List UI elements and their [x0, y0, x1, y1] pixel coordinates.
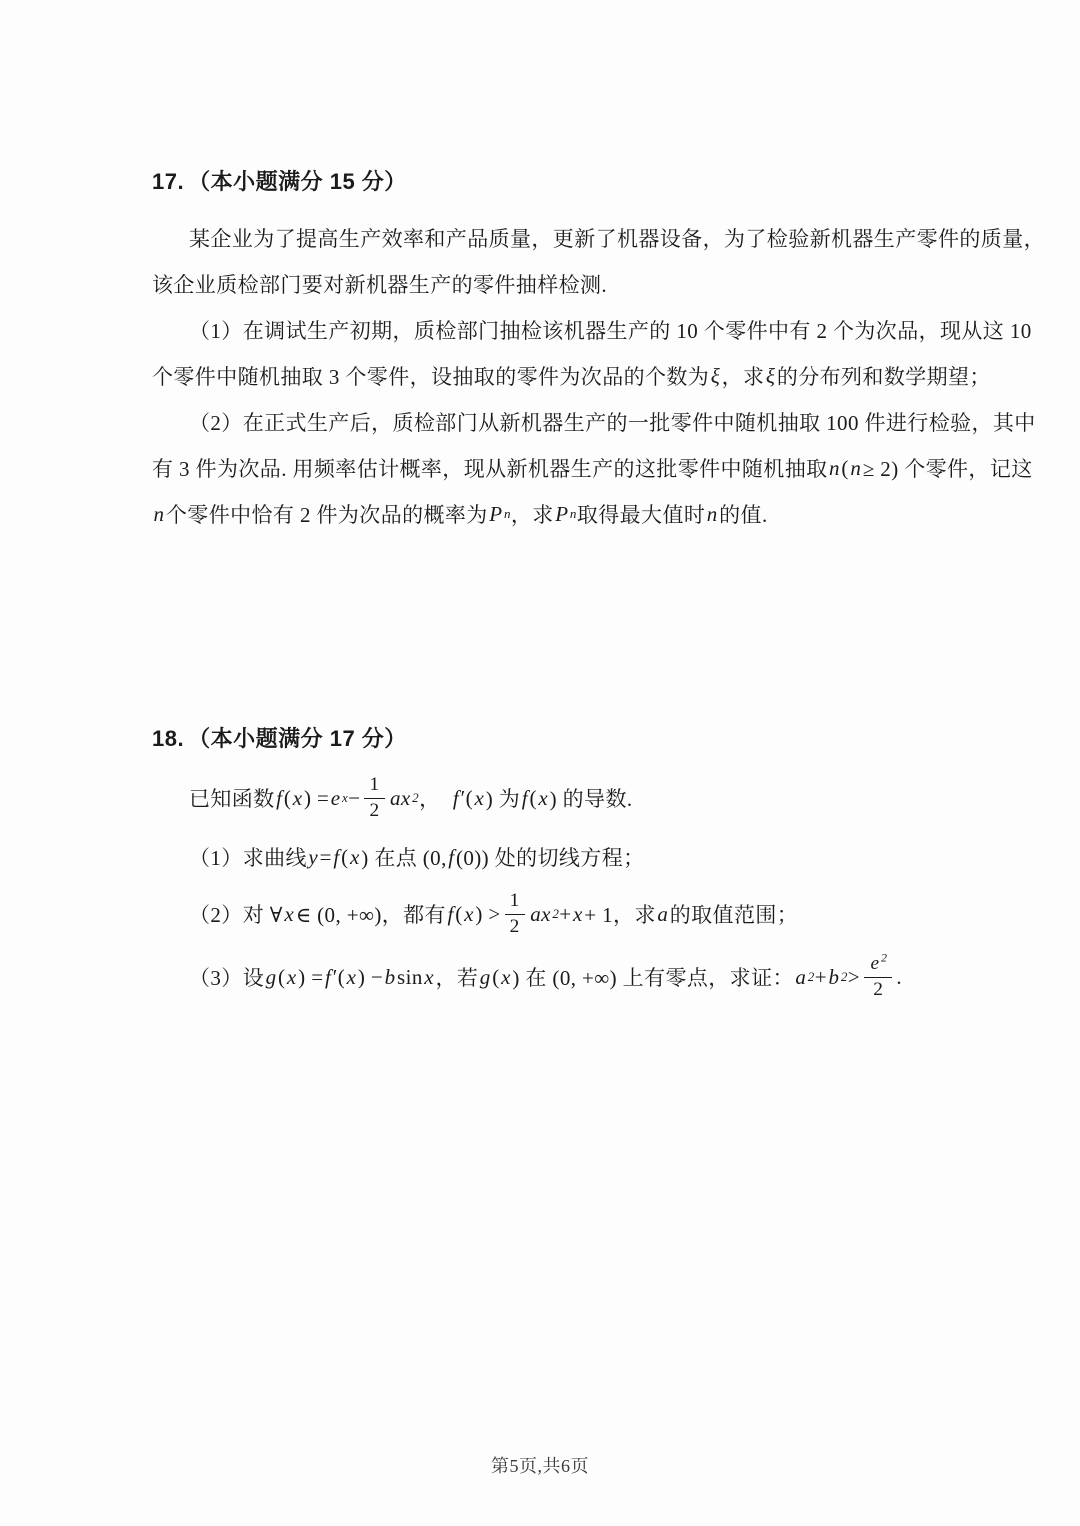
- question-points-title: （本小题满分 15 分）: [188, 169, 407, 194]
- question-number: 17.: [152, 169, 185, 194]
- math-variable: e: [330, 785, 341, 810]
- text-segment: 2: [369, 799, 380, 821]
- math-variable: a: [795, 964, 807, 989]
- text-segment: ，求: [721, 365, 765, 389]
- math-variable: x: [464, 901, 474, 926]
- text-segment: ) =: [304, 785, 330, 810]
- text-segment: 2: [509, 915, 520, 937]
- fraction-numerator: [505, 891, 525, 914]
- text-segment: 个零件中随机抽取 3 个零件，设抽取的零件为次品的个数为: [152, 365, 710, 389]
- text-segment: 个零件中恰有 2 件为次品的概率为: [165, 503, 488, 527]
- math-variable: f: [448, 844, 455, 869]
- question-17-heading: [152, 168, 932, 215]
- question-18-heading: [152, 725, 932, 765]
- math-variable: n: [829, 455, 840, 480]
- text-segment: 某企业为了提高生产效率和产品质量，更新了机器设备，为了检验新机器生产零件的质量，: [189, 227, 1045, 251]
- text-segment: ) −: [357, 964, 384, 989]
- math-variable: x: [284, 901, 295, 926]
- text-segment: .: [896, 964, 903, 989]
- text-segment: 有 3 件为次品. 用频率估计概率，现从新机器生产的这批零件中随机抽取: [152, 457, 828, 481]
- fraction-numerator: [364, 775, 384, 798]
- text-segment: （2）对 ∀: [189, 903, 283, 927]
- question-number: 18.: [152, 726, 185, 751]
- text-segment: (: [283, 785, 292, 810]
- math-variable: x: [350, 844, 360, 869]
- text-segment: 取得最大值时: [576, 503, 706, 527]
- math-variable: x: [286, 964, 297, 989]
- math-variable: x: [346, 964, 357, 989]
- text-segment: (: [492, 964, 500, 989]
- text-segment: sin: [397, 964, 423, 989]
- math-variable: n: [850, 455, 862, 480]
- math-variable: x: [538, 785, 549, 810]
- text-segment: 该企业质检部门要对新机器生产的零件抽样检测.: [152, 273, 608, 297]
- text-line: [152, 261, 932, 307]
- text-segment: >: [847, 964, 861, 989]
- fraction-denominator: [873, 978, 883, 1000]
- text-segment: 1: [369, 774, 380, 796]
- text-segment: ≥ 2) 个零件，记这: [862, 457, 1033, 481]
- math-variable: x: [424, 964, 434, 989]
- math-variable: x: [501, 964, 511, 989]
- text-segment: =: [319, 844, 332, 869]
- text-segment: 的值.: [719, 503, 768, 527]
- text-segment: 1: [509, 890, 520, 912]
- question-points-title: （本小题满分 17 分）: [188, 726, 407, 751]
- text-segment: +: [814, 964, 827, 989]
- text-segment: ∈ (0, +∞)，都有: [295, 903, 446, 927]
- text-line: [152, 399, 1036, 445]
- text-line: n 个零件中恰有 2 件为次品的概率为 P n ，求 P n 取得最大值时 n 的值.: [152, 491, 932, 537]
- text-segment: ，: [419, 787, 452, 811]
- text-segment: −: [348, 785, 361, 810]
- fraction-denominator: [510, 915, 520, 937]
- math-fraction: [364, 775, 384, 821]
- text-line: [152, 445, 1033, 491]
- text-segment: ，若: [435, 966, 479, 990]
- question-17: [152, 168, 1045, 537]
- math-fraction: [864, 950, 892, 1000]
- text-segment: 的取值范围；: [669, 903, 799, 927]
- text-segment: (: [455, 901, 463, 926]
- question-17-body: [152, 215, 1045, 537]
- text-line: [152, 307, 1032, 353]
- text-segment: (: [278, 964, 286, 989]
- math-variable: x: [292, 785, 303, 810]
- fraction-numerator: [864, 950, 892, 977]
- text-segment: ) >: [475, 901, 501, 926]
- text-line: 已知函数 f ( x ) = e x − $\frac{1}{2}$ ax 2 ， f ′( x ) 为 f ( x ) 的导数.: [189, 774, 633, 821]
- math-variable: P: [555, 501, 569, 526]
- math-variable: f: [447, 901, 454, 926]
- fraction-denominator: [369, 799, 379, 821]
- text-segment: (: [529, 785, 537, 810]
- math-variable: a: [657, 901, 669, 926]
- text-segment: + 1，求: [584, 903, 656, 927]
- text-segment: (: [841, 455, 849, 480]
- text-segment: +: [559, 901, 572, 926]
- text-segment: ′(: [332, 964, 346, 989]
- text-segment: ) 在 (0, +∞) 上有零点，求证：: [512, 966, 794, 990]
- page-footer: [0, 1452, 1080, 1478]
- math-variable: b: [384, 964, 396, 989]
- text-segment: ) 为: [485, 787, 521, 811]
- math-variable: ax: [390, 785, 411, 810]
- text-line: （3）设 g ( x ) = f ′( x ) − b sin x ，若 g ( x ) 在 (0, +∞) 上有零点，求证： a 2 + b 2 > $\frac{e ^2}{2}$ .: [189, 950, 903, 1000]
- text-line: [152, 215, 1045, 261]
- math-superscript: 2: [881, 950, 888, 965]
- math-variable: x: [573, 901, 583, 926]
- math-variable: f: [521, 785, 528, 810]
- page-number-text: 第5页,共6页: [491, 1456, 589, 1476]
- math-variable: ξ: [710, 363, 721, 388]
- math-variable: f: [452, 785, 460, 810]
- text-line: （2）对 ∀ x ∈ (0, +∞)，都有 f ( x ) > $\frac{1}{2}$ ax 2 + x + 1，求 a 的取值范围；: [189, 890, 799, 937]
- math-variable: f: [276, 785, 283, 810]
- question-18-body: [152, 765, 932, 1009]
- text-segment: ，求: [510, 503, 554, 527]
- text-segment: ′(: [460, 785, 474, 810]
- math-variable: b: [828, 964, 840, 989]
- text-segment: （3）设: [189, 966, 265, 990]
- math-variable: ξ: [765, 363, 776, 388]
- math-variable: n: [706, 501, 718, 526]
- exam-content: [152, 168, 1045, 1009]
- math-variable: e: [870, 953, 880, 975]
- text-segment: （1）求曲线: [189, 846, 307, 870]
- text-line: [152, 831, 932, 883]
- math-variable: ax: [530, 901, 551, 926]
- math-variable: x: [474, 785, 485, 810]
- math-variable: P: [489, 501, 503, 526]
- math-variable: y: [308, 844, 319, 869]
- text-segment: (: [341, 844, 349, 869]
- text-segment: （2）在正式生产后，质检部门从新机器生产的一批零件中随机抽取 100 件进行检验，其中: [189, 411, 1036, 435]
- text-line: [152, 353, 991, 399]
- text-segment: (0)) 处的切线方程；: [455, 846, 645, 870]
- text-segment: ) 在点 (0,: [361, 846, 447, 870]
- text-segment: ) 的导数.: [549, 787, 633, 811]
- text-segment: 的分布列和数学期望；: [776, 365, 991, 389]
- text-segment: ) =: [298, 964, 324, 989]
- math-variable: n: [153, 501, 165, 526]
- math-variable: g: [265, 964, 277, 989]
- math-fraction: [505, 891, 525, 937]
- text-segment: 已知函数: [189, 787, 275, 811]
- text-segment: （1）在调试生产初期，质检部门抽检该机器生产的 10 个零件中有 2 个为次品，现从这 10: [189, 319, 1032, 343]
- math-variable: f: [333, 844, 340, 869]
- question-18: [152, 725, 932, 1009]
- math-variable: f: [324, 964, 332, 989]
- math-variable: g: [479, 964, 491, 989]
- text-segment: 2: [873, 978, 884, 1000]
